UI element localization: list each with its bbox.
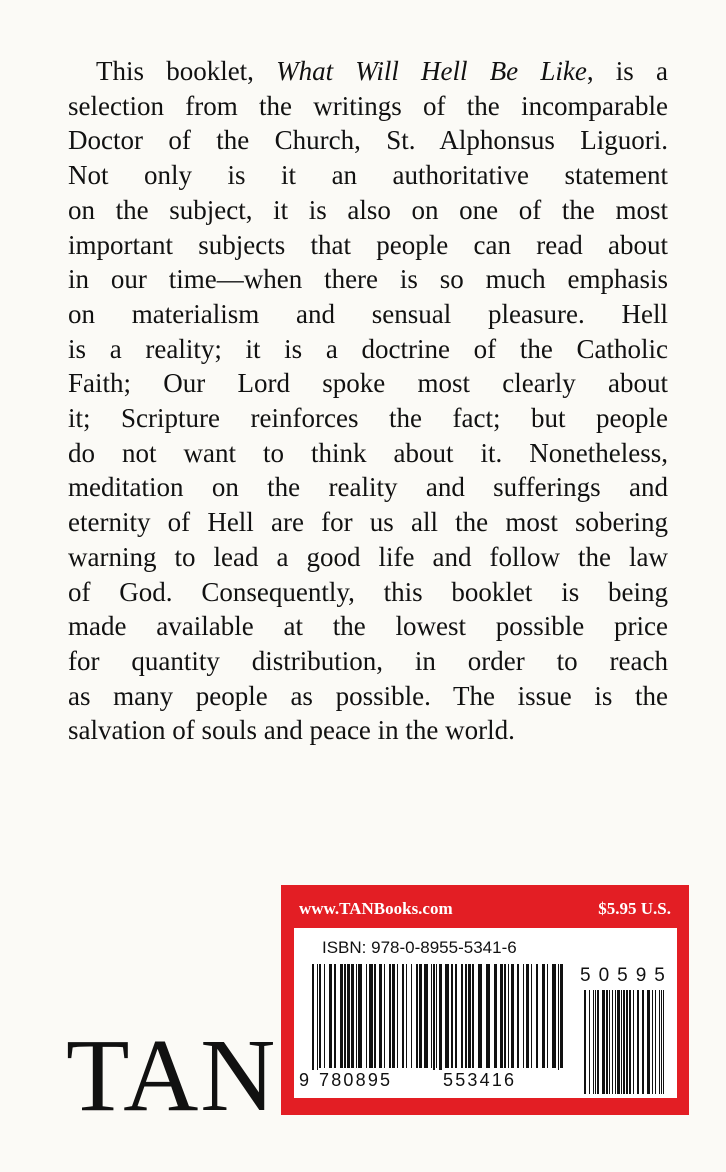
barcode-bar <box>526 964 529 1068</box>
barcode-bar <box>374 964 376 1068</box>
blurb-line <box>68 540 668 575</box>
barcode-bar <box>369 964 373 1068</box>
addon-barcode-bar <box>593 990 594 1094</box>
addon-barcode-bar <box>612 990 613 1094</box>
addon-barcode-bar <box>633 990 634 1094</box>
blurb-line <box>68 54 668 89</box>
barcode-bar <box>465 964 467 1068</box>
blurb-line <box>68 123 668 158</box>
addon-barcode-bar <box>626 990 628 1094</box>
addon-barcode-bar <box>629 990 631 1094</box>
barcode-bar <box>402 964 404 1068</box>
blurb-line <box>68 401 668 436</box>
barcode-bar <box>552 964 556 1068</box>
blurb-line-text: for quantity distribution, in order to reach <box>68 645 668 676</box>
barcode-digit-group-right: 553416 <box>443 1070 517 1090</box>
isbn-text: ISBN: 978-0-8955-5341-6 <box>322 938 517 957</box>
barcode-bar <box>431 964 432 1068</box>
blurb-line <box>68 158 668 193</box>
blurb-line-text: eternity of Hell are for us all the most sobering <box>68 507 668 538</box>
addon-barcode-bar <box>647 990 650 1094</box>
blurb-line <box>68 436 668 471</box>
barcode-bar <box>347 964 350 1068</box>
barcode-digit-prefix: 9 <box>299 1070 310 1090</box>
barcode-digit-group-left: 780895 <box>319 1070 393 1090</box>
barcode-bar <box>411 964 412 1068</box>
book-title: What Will Hell Be Like <box>276 56 587 86</box>
addon-barcode-bar <box>617 990 620 1094</box>
blurb-line <box>68 297 668 332</box>
barcode-bar <box>344 964 346 1068</box>
barcode-bar <box>511 964 514 1068</box>
addon-barcode-bar <box>606 990 608 1094</box>
blurb-line-text: , is a <box>586 56 668 86</box>
price-label: $5.95 U.S. <box>598 899 671 918</box>
blurb-line-text: of God. Consequently, this booklet is being <box>68 576 668 607</box>
barcode-bar <box>436 964 437 1068</box>
blurb-line <box>68 679 668 714</box>
addon-barcode-bar <box>637 990 639 1094</box>
addon-barcode-bar <box>584 990 586 1094</box>
blurb-line <box>68 193 668 228</box>
barcode-bar <box>356 964 357 1068</box>
barcode-bar <box>389 964 391 1068</box>
addon-barcode-bar <box>621 990 622 1094</box>
barcode-bar <box>472 964 474 1068</box>
barcode-bar <box>406 964 407 1068</box>
barcode-bar <box>531 964 532 1068</box>
blurb-line-text: in our time—when there is so much emphasis <box>68 264 668 295</box>
addon-barcode-bar <box>602 990 605 1094</box>
blurb-line-text: salvation of souls and peace in the world. <box>68 715 515 746</box>
barcode-bar <box>340 964 343 1068</box>
blurb-line-text: Faith; Our Lord spoke most clearly about <box>68 368 668 399</box>
barcode-bar <box>547 964 548 1068</box>
blurb-line <box>68 470 668 505</box>
barcode-bar <box>358 964 362 1068</box>
addon-barcode-bar <box>661 990 662 1094</box>
blurb-line-text: made available at the lowest possible price <box>68 611 668 642</box>
addon-barcode-bar <box>609 990 610 1094</box>
addon-barcode-bar <box>595 990 596 1094</box>
barcode-bar <box>384 964 385 1068</box>
price-barcode-box <box>281 885 689 1115</box>
barcode-bar <box>416 964 418 1068</box>
barcode-bar <box>508 964 509 1068</box>
blurb-line-text: as many people as possible. The issue is the <box>68 680 668 711</box>
barcode-bar <box>366 964 367 1068</box>
blurb-line-text: Not only is it an authoritative statement <box>68 160 668 191</box>
barcode-bar <box>461 964 463 1068</box>
blurb-line-text: important subjects that people can read about <box>68 229 668 260</box>
addon-barcode-bar <box>589 990 590 1094</box>
description-text <box>68 54 668 748</box>
blurb-line <box>68 262 668 297</box>
addon-barcode-bar <box>597 990 599 1094</box>
addon-barcode-bar <box>663 990 664 1094</box>
blurb-line <box>68 644 668 679</box>
website-url[interactable]: www.TANBooks.com <box>299 899 453 918</box>
blurb-line <box>68 228 668 263</box>
barcode-bar <box>419 964 422 1068</box>
barcode-bar <box>392 964 395 1068</box>
barcode-bar <box>504 964 506 1068</box>
blurb-line-text: This booklet, <box>96 56 277 86</box>
blurb-line <box>68 575 668 610</box>
barcode-bar <box>494 964 497 1068</box>
barcode-bar <box>334 964 336 1068</box>
barcode-bar <box>486 964 490 1068</box>
blurb-line-text: is a reality; it is a doctrine of the Catholic <box>68 333 668 364</box>
blurb-line <box>68 713 668 748</box>
barcode-bar <box>523 964 524 1068</box>
barcode-bar <box>329 964 332 1068</box>
addon-digits: 50595 <box>580 965 673 986</box>
barcode-bar <box>379 964 382 1068</box>
barcode-bar <box>445 964 449 1068</box>
barcode-bar <box>536 964 538 1068</box>
barcode-panel <box>294 928 677 1098</box>
blurb-line-text: warning to lead a good life and follow the law <box>68 541 668 572</box>
blurb-line-text: selection from the writings of the incomparable <box>68 90 668 121</box>
barcode-bar <box>351 964 354 1068</box>
publisher-logo: TAN <box>66 1018 278 1133</box>
barcode-digits <box>297 1070 559 1094</box>
barcode-bar <box>478 964 482 1068</box>
barcode-bar <box>542 964 545 1068</box>
blurb-line-text: on the subject, it is also on one of the most <box>68 194 668 225</box>
barcode-bar <box>324 964 325 1068</box>
barcode-bar <box>517 964 519 1068</box>
blurb-line-text: meditation on the reality and sufferings and <box>68 472 668 503</box>
addon-barcode-bar <box>652 990 653 1094</box>
addon-barcode-bar <box>659 990 660 1094</box>
barcode-bar <box>560 964 563 1068</box>
blurb-line-text: on materialism and sensual pleasure. Hell <box>68 298 668 329</box>
addon-barcode-bar <box>623 990 625 1094</box>
barcode-bar <box>500 964 503 1068</box>
barcode-bar <box>424 964 428 1068</box>
addon-barcode-bar <box>655 990 656 1094</box>
blurb-line-text: do not want to think about it. Nonetheless, <box>68 437 668 468</box>
blurb-line-text: it; Scripture reinforces the fact; but people <box>68 403 668 434</box>
price-box-header <box>299 899 671 925</box>
blurb-line <box>68 332 668 367</box>
barcode-bar <box>319 964 321 1068</box>
barcode-bar <box>397 964 398 1068</box>
barcode-bar <box>468 964 471 1068</box>
blurb-line <box>68 89 668 124</box>
addon-barcode-bar <box>615 990 616 1094</box>
blurb-line <box>68 609 668 644</box>
barcode-bar <box>455 964 457 1068</box>
blurb-line <box>68 505 668 540</box>
addon-barcode-bar <box>642 990 644 1094</box>
blurb-line-text: Doctor of the Church, St. Alphonsus Liguori. <box>68 125 668 156</box>
barcode-bar <box>451 964 453 1068</box>
blurb-line <box>68 366 668 401</box>
